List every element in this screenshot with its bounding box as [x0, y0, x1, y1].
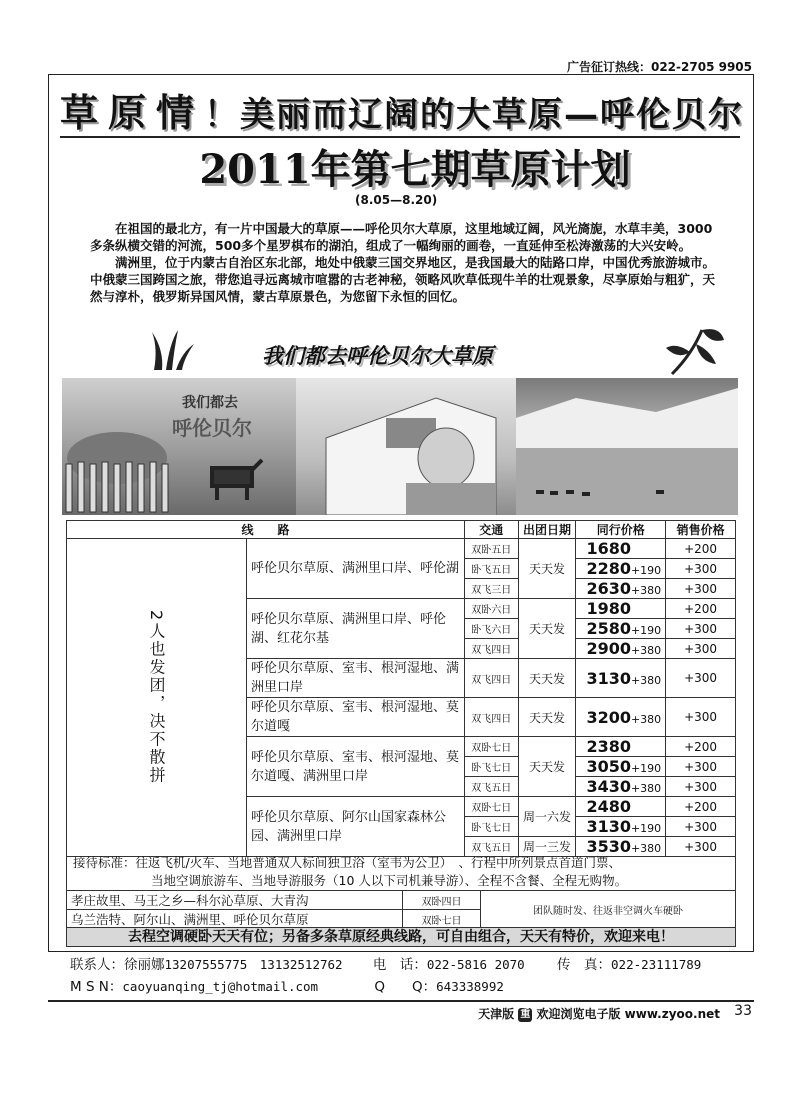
trade-price: 3430 — [586, 777, 631, 796]
fax-number: 022-23111789 — [611, 957, 702, 972]
transport-cell: 双飞四日 — [464, 659, 518, 698]
transport-cell: 双飞五日 — [464, 777, 518, 797]
fence-illustration — [62, 378, 296, 515]
route-name: 呼伦贝尔草原、满洲里口岸、呼伦湖 — [247, 539, 465, 599]
fax-label: 传 真： — [557, 957, 612, 973]
intro-text — [90, 220, 715, 305]
departure-cell: 周一六发 — [518, 797, 576, 837]
page-number: 33 — [734, 1003, 752, 1019]
tel-number: 022-5816 2070 — [426, 957, 525, 972]
extra-routes-table — [66, 890, 736, 929]
trade-price-cell — [576, 599, 666, 619]
extra-note: 团队随时发、往返非空调火车硬卧 — [481, 891, 736, 929]
route-price-table — [66, 520, 736, 857]
extra-route: 孝庄故里、马王之乡—科尔沁草原、大青沟 — [67, 891, 403, 910]
photo-caption-line1: 我们都去 — [182, 395, 238, 411]
sale-price-cell: +300 — [666, 837, 736, 857]
transport-cell: 双飞五日 — [464, 837, 518, 857]
transport-cell: 双卧七日 — [464, 737, 518, 757]
meadow-illustration — [516, 378, 738, 515]
route-name: 呼伦贝尔草原、室韦、根河湿地、莫尔道嘎、满洲里口岸 — [247, 737, 465, 797]
sale-price-cell: +300 — [666, 777, 736, 797]
footer-text — [478, 1005, 720, 1022]
header-transport: 交通 — [464, 521, 518, 539]
sale-price-cell: +300 — [666, 659, 736, 698]
trade-price: 1980 — [586, 599, 631, 618]
footer-website: 欢迎浏览电子版 www.zyoo.net — [536, 1007, 720, 1021]
trade-price-extra: +380 — [630, 782, 662, 795]
contact-line-phone — [70, 954, 701, 976]
trade-price: 2380 — [586, 737, 631, 756]
header-sale-price: 销售价格 — [666, 521, 736, 539]
contact-person: 徐丽娜 — [124, 957, 165, 973]
sale-price-cell: +300 — [666, 817, 736, 837]
transport-cell: 双飞三日 — [464, 579, 518, 599]
table-row — [67, 891, 736, 910]
sale-price-cell: +300 — [666, 559, 736, 579]
trade-price: 3200 — [586, 707, 631, 727]
sale-price-cell: +200 — [666, 599, 736, 619]
service-line — [73, 854, 729, 872]
transport-cell: 双卧六日 — [464, 599, 518, 619]
sale-price-cell: +300 — [666, 639, 736, 659]
trade-price: 2580 — [586, 619, 631, 638]
footer-rule — [48, 1000, 754, 1002]
trade-price: 2480 — [586, 797, 631, 816]
trade-price-cell — [576, 659, 666, 698]
header-departure: 出团日期 — [518, 521, 576, 539]
sale-price-cell: +200 — [666, 797, 736, 817]
transport-cell: 双卧五日 — [464, 539, 518, 559]
service-label: 接待标准： — [73, 855, 136, 870]
sale-price-cell: +300 — [666, 698, 736, 737]
transport-cell: 双飞四日 — [464, 698, 518, 737]
trade-price: 3530 — [586, 837, 631, 856]
trade-price-cell — [576, 777, 666, 797]
photo-horses-meadow — [516, 378, 738, 515]
transport-cell: 卧飞六日 — [464, 619, 518, 639]
extra-transport: 双卧七日 — [403, 910, 481, 929]
trade-price: 1680 — [586, 539, 631, 558]
trade-price: 2900 — [586, 639, 631, 658]
table-row — [67, 539, 736, 559]
departure-cell: 天天发 — [518, 599, 576, 659]
extra-route: 乌兰浩特、阿尔山、满洲里、呼伦贝尔草原 — [67, 910, 403, 929]
trade-price-extra: +190 — [630, 762, 662, 775]
contact-person-label: 联系人： — [70, 957, 124, 973]
headline-main: 草原情 — [60, 90, 205, 135]
trade-price: 3130 — [586, 668, 631, 688]
transport-cell: 卧飞七日 — [464, 757, 518, 777]
sale-price-cell: +300 — [666, 579, 736, 599]
side-label: 2人也发团，决不散拼 — [67, 539, 247, 857]
tel-label: 电 话： — [372, 957, 427, 973]
msn-label: M S N： — [70, 979, 123, 995]
promo-banner: 去程空调硬卧天天有位；另备多条草原经典线路，可自由组合，天天有特价，欢迎来电！ — [66, 927, 736, 947]
transport-cell: 双卧七日 — [464, 797, 518, 817]
extra-transport: 双卧四日 — [403, 891, 481, 910]
plan-title: 2011年第七期草原计划 — [199, 146, 631, 193]
photo-grassland-fence — [62, 378, 296, 515]
trade-price-cell — [576, 698, 666, 737]
departure-cell: 天天发 — [518, 698, 576, 737]
plan-dates: (8.05—8.20) — [355, 193, 438, 207]
trade-price-cell — [576, 619, 666, 639]
slogan: 我们都去呼伦贝尔大草原 — [262, 344, 493, 368]
route-name: 呼伦贝尔草原、室韦、根河湿地、满洲里口岸 — [247, 659, 465, 698]
trade-price-extra: +380 — [630, 584, 662, 597]
transport-cell: 双飞四日 — [464, 639, 518, 659]
photo-caption-line2: 呼伦贝尔 — [172, 416, 252, 440]
contact-mobiles: 13207555775 13132512762 — [164, 957, 343, 972]
sale-price-cell: +300 — [666, 757, 736, 777]
ad-hotline: 广告征订热线：022-2705 9905 — [566, 60, 752, 74]
departure-cell: 周一三发 — [518, 837, 576, 857]
headline-mark: ！ — [204, 95, 241, 135]
departure-cell: 天天发 — [518, 539, 576, 599]
sale-price-cell: +200 — [666, 737, 736, 757]
service-text-2: 当地空调旅游车、当地导游服务（10 人以下司机兼导游）、全程不含餐、全程无购物。 — [151, 873, 628, 888]
leaf-decoration-icon — [662, 324, 728, 376]
trade-price: 2630 — [586, 579, 631, 598]
edition-badge-icon: 重 — [520, 1008, 531, 1020]
sale-price-cell: +300 — [666, 619, 736, 639]
table-header-row — [67, 521, 736, 539]
trade-price: 3050 — [586, 757, 631, 776]
trade-price-cell — [576, 539, 666, 559]
service-standard — [66, 853, 736, 891]
sale-price-cell: +200 — [666, 539, 736, 559]
msn-address: caoyuanqing_tj@hotmail.com — [122, 979, 319, 994]
trade-price: 2280 — [586, 559, 631, 578]
header-trade-price: 同行价格 — [576, 521, 666, 539]
trade-price-extra: +190 — [630, 564, 662, 577]
headline — [60, 82, 750, 135]
route-name: 呼伦贝尔草原、满洲里口岸、呼伦湖、红花尔基 — [247, 599, 465, 659]
trade-price-cell — [576, 757, 666, 777]
intro-paragraph: 满洲里，位于内蒙古自治区东北部，地处中俄蒙三国交界地区，是我国最大的陆路口岸，中国优秀旅游城市。中俄蒙三国跨国之旅，带您追寻远离城市喧嚣的古老神秘，领略风吹草低现牛羊的壮观景象，尽享原始与粗犷，天然与淳朴，俄罗斯异国风情，蒙古草原景色，为您留下永恒的回忆。 — [90, 255, 716, 304]
departure-cell: 天天发 — [518, 659, 576, 698]
transport-cell: 卧飞七日 — [464, 817, 518, 837]
trade-price-extra: +380 — [630, 644, 662, 657]
intro-paragraph: 在祖国的最北方，有一片中国最大的草原——呼伦贝尔大草原，这里地域辽阔，风光旖旎，水草丰美，3000多条纵横交错的河流，500多个星罗棋布的湖泊，组成了一幅绚丽的画卷，一直延伸至松涛激荡的大兴安岭。 — [90, 221, 713, 253]
headline-sub: 美丽而辽阔的大草原—呼伦贝尔 — [240, 95, 745, 135]
trade-price-extra: +190 — [630, 624, 662, 637]
photo-city-gate — [296, 378, 516, 515]
transport-cell: 卧飞五日 — [464, 559, 518, 579]
trade-price-extra: +380 — [630, 842, 662, 855]
trade-price-cell — [576, 559, 666, 579]
footer-edition: 天津版 — [478, 1007, 515, 1021]
contact-line-online — [70, 976, 701, 998]
route-name: 呼伦贝尔草原、室韦、根河湿地、莫尔道嘎 — [247, 698, 465, 737]
trade-price-cell — [576, 737, 666, 757]
trade-price-extra: +380 — [630, 673, 662, 687]
trade-price-cell — [576, 639, 666, 659]
trade-price-cell — [576, 797, 666, 817]
building-illustration — [296, 378, 516, 515]
trade-price-extra: +190 — [630, 822, 662, 835]
departure-cell: 天天发 — [518, 737, 576, 797]
trade-price: 3130 — [586, 817, 631, 836]
service-text-1: 往返飞机/火车、当地普通双人标间独卫浴（室韦为公卫） 、行程中所列景点首道门票、 — [135, 855, 621, 870]
route-name: 呼伦贝尔草原、阿尔山国家森林公园、满洲里口岸 — [247, 797, 465, 857]
contact-info — [70, 954, 701, 998]
header-route: 线 路 — [67, 521, 465, 539]
grass-decoration-icon — [148, 328, 196, 372]
trade-price-cell — [576, 817, 666, 837]
trade-price-extra: +380 — [630, 712, 662, 726]
qq-number: 643338992 — [436, 979, 504, 994]
trade-price-cell — [576, 579, 666, 599]
qq-label: Q Q： — [374, 979, 437, 995]
